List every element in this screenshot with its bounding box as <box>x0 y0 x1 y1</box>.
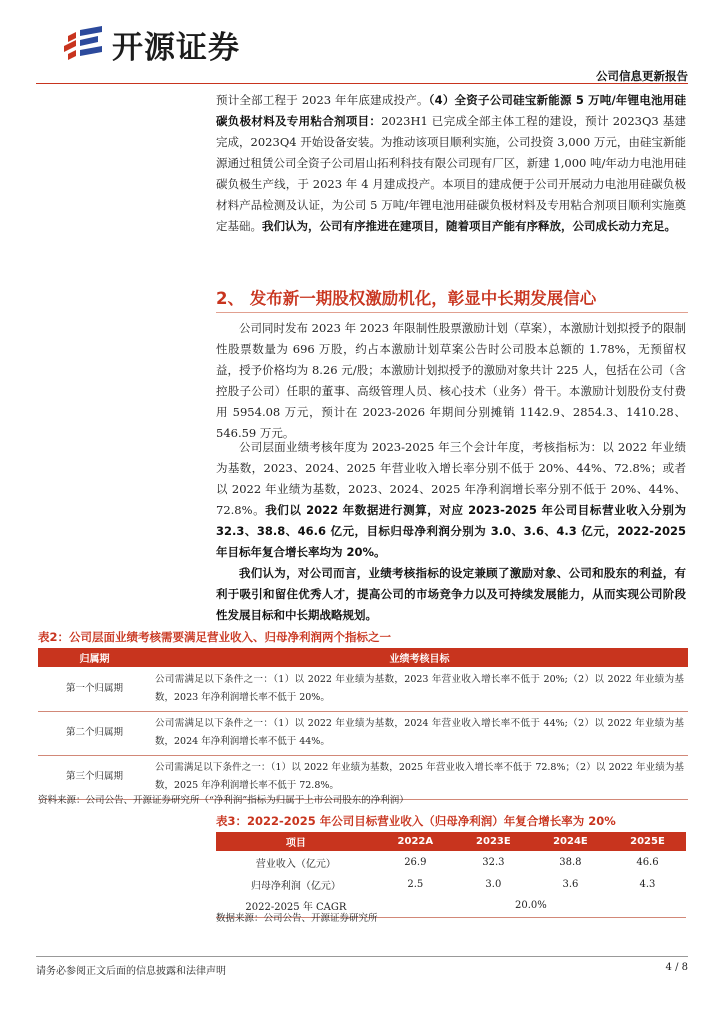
value-cell: 38.8 <box>559 856 582 868</box>
table3-caption: 表3：2022-2025 年公司目标营业收入（归母净利润）年复合增长率为 20% <box>216 814 616 828</box>
section-heading: 2、 发布新一期股权激励机化，彰显中长期发展信心 <box>216 289 597 308</box>
row-label: 归母净利润（亿元） <box>250 880 341 892</box>
condition-cell: 公司需满足以下条件之一：（1）以 2022 年业绩为基数，2025 年营业收入增长率不低于 72.8%；（2）以 2022 年业绩为基数，2025 年净利润增长率不低于 72.8%。 <box>151 755 688 799</box>
value-cell: 46.6 <box>636 856 659 868</box>
para3-bold: 我们以 2022 年数据进行测算，对应 2023-2025 年公司目标营业收入分别为 32.3、38.8、46.6 亿元，目标归母净利润分别为 3.0、3.6、4.3 亿元，2022-2025 年目标年复合增长率均为 20%。 <box>216 503 686 559</box>
period-cell: 第一个归属期 <box>38 667 151 711</box>
table-header-row <box>216 832 686 851</box>
header-divider <box>36 83 688 84</box>
page-number: 4 / 8 <box>665 962 688 973</box>
period-cell: 第三个归属期 <box>38 755 151 799</box>
column-header-2025e: 2025E <box>609 832 686 851</box>
value-cell: 26.9 <box>404 856 427 868</box>
paragraph-incentive-plan: 公司同时发布 2023 年 2023 年限制性股票激励计划（草案），本激励计划拟授予的限制性股票数量为 696 万股，约占本激励计划草案公告时公司股本总额的 1.78%，无预留权益，授予价格均为 8.26 元/股；本激励计划拟授予的激励对象共计 225 人，包括在公司（含控股子公司）任职的董事、高级管理人员、核心技术（业务）骨干。本激励计划股份支付费用 5954.08 万元，预计在 2023-2026 年期间分别摊销 1142.9、2854.3、1410.28、546.59 万元。 <box>216 321 686 440</box>
paragraph-performance-targets <box>216 437 686 563</box>
table2-caption: 表2：公司层面业绩考核需要满足营业收入、归母净利润两个指标之一 <box>38 630 391 644</box>
value-cell: 32.3 <box>482 856 505 868</box>
table2-source: 资料来源：公司公告、开源证券研究所（“净利润”指标为归属于上市公司股东的净利润） <box>38 795 409 806</box>
para1-text-2: 2023H1 已完成全部主体工程的建设，预计 2023Q3 基建完成，2023Q4 开始设备安装。为推动该项目顺利实施，公司投资 3,000 万元，由硅宝新能源通过租赁公司全资子公司眉山拓利科技有限公司现有厂区，新建 1,000 吨/年动力电池用硅碳负极生产线，于 2023 年 4 月建成投产。本项目的建成便于公司开展动力电池用硅碳负极材料产品检测及认证，为公司 5 万吨/年锂电池用硅碳负极材料及专用粘合剂项目顺利实施奠定基础。 <box>216 114 686 233</box>
paragraph-conclusion <box>216 563 686 626</box>
cagr-value-cell: 20.0% <box>376 895 686 917</box>
value-cell: 2.5 <box>407 878 424 890</box>
column-header-period: 归属期 <box>38 648 151 667</box>
performance-assessment-table <box>38 648 688 800</box>
para1-bold-1: （4）全资子公司硅宝新能源 5 万吨/年锂电池用硅碳负极材料及专用粘合剂项目： <box>216 93 686 128</box>
page-header <box>0 0 724 90</box>
table3-source: 数据来源：公司公告、开源证券研究所 <box>216 913 378 924</box>
footer-disclaimer: 请务必参阅正文后面的信息披露和法律声明 <box>36 966 226 977</box>
column-header-2022a: 2022A <box>376 832 455 851</box>
para1-bold-2: 我们认为，公司有序推进在建项目，随着项目产能有序释放，公司成长动力充足。 <box>262 219 676 233</box>
report-type-label: 公司信息更新报告 <box>596 69 688 83</box>
row-label: 营业收入（亿元） <box>255 858 336 870</box>
table-row <box>38 667 688 711</box>
column-header-2023e: 2023E <box>455 832 532 851</box>
column-header-target: 业绩考核目标 <box>151 648 688 667</box>
paragraph-project-progress <box>216 90 686 237</box>
table-row-revenue <box>216 851 686 873</box>
para4-bold: 我们认为，对公司而言，业绩考核指标的设定兼顾了激励对象、公司和股东的利益，有利于吸引和留住优秀人才，提高公司的市场竞争力以及可持续发展能力，从而实现公司阶段性发展目标和中长期战略规划。 <box>216 566 686 622</box>
table-header-row <box>38 648 688 667</box>
para3-text: 公司层面业绩考核年度为 2023-2025 年三个会计年度，考核指标为：以 2022 年业绩为基数，2023、2024、2025 年营业收入增长率分别不低于 20%、44%、72.8%；或者以 2022 年业绩为基数，2023、2024、2025 年净利润增长率分别不低于 20%、44%、72.8%。 <box>216 440 686 517</box>
value-cell: 3.0 <box>485 878 502 890</box>
company-logo <box>62 24 240 64</box>
para1-text-1: 预计全部工程于 2023 年年底建成投产。 <box>216 93 429 107</box>
table-row <box>38 711 688 755</box>
value-cell: 3.6 <box>562 878 579 890</box>
condition-cell: 公司需满足以下条件之一：（1）以 2022 年业绩为基数，2024 年营业收入增长率不低于 44%;（2）以 2022 年业绩为基数，2024 年净利润增长率不低于 44%。 <box>151 711 688 755</box>
table-row-net-profit <box>216 873 686 895</box>
logo-text: 开源证券 <box>112 29 240 66</box>
footer-divider <box>36 956 688 957</box>
condition-cell: 公司需满足以下条件之一：（1）以 2022 年业绩为基数，2023 年营业收入增长率不低于 20%;（2）以 2022 年业绩为基数，2023 年净利润增长率不低于 20%。 <box>151 667 688 711</box>
kaiyuan-logo-icon <box>62 24 108 64</box>
period-cell: 第二个归属期 <box>38 711 151 755</box>
row-label: 2022-2025 年 CAGR <box>216 895 376 917</box>
value-cell: 4.3 <box>639 878 656 890</box>
target-growth-table <box>216 832 686 918</box>
column-header-item: 项目 <box>216 832 376 851</box>
section-divider <box>216 312 688 313</box>
column-header-2024e: 2024E <box>532 832 609 851</box>
